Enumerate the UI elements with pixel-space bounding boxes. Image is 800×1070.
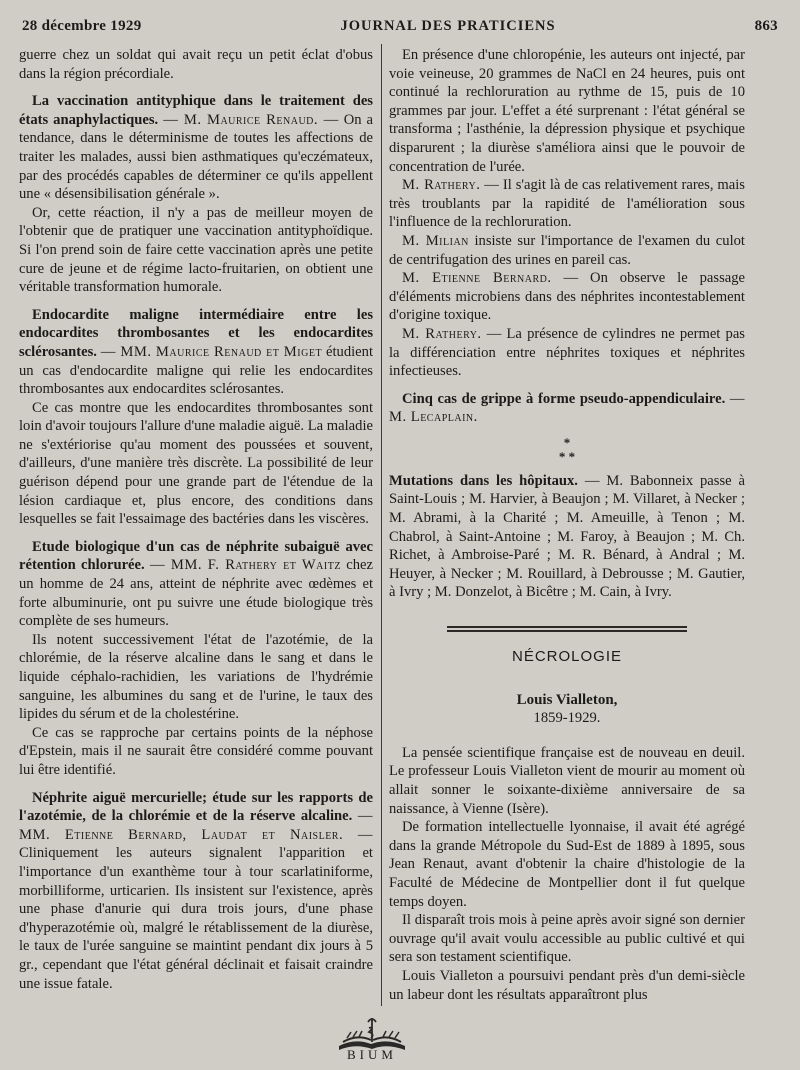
journal-title: JOURNAL DES PRATICIENS — [340, 17, 556, 34]
speaker-text: — La présence de cylindres ne permet pas la différenciation entre néphrites toxiques et néphrites infectieuses. — [389, 325, 745, 380]
discussion-rathery — [389, 176, 745, 232]
asterism-top: * — [563, 434, 571, 450]
article-nephrite-subaigue — [19, 538, 373, 631]
article-text: On a tendance, dans le déterminisme de toutes les affections de traiter les malades, aussi bien asthmatiques qu'eczémateux, par des procédés capables de déterminer ce qu'ils appellent une « désensibilisation générale ». — [19, 111, 374, 203]
speaker-text: — On observe le passage d'éléments microbiens dans des néphrites incontestablement d'origine toxique. — [389, 270, 745, 324]
paragraph: La pensée scientifique française est de nouveau en deuil. Le professeur Louis Vialleton vient de mourir au moment où allait sonner le soixante-dixième anniversaire de sa naissance, à Vienne (Isère). — [389, 744, 745, 817]
speaker-text: insiste sur l'importance de l'examen du culot de centrifugation des urines en pareil cas. — [389, 232, 745, 268]
article-mutations — [389, 472, 745, 602]
article-author: — MM. Maurice Renaud et Miget — [100, 343, 323, 360]
left-column — [19, 46, 373, 993]
article-title: Endocardite maligne intermédiaire entre les endocardites thrombosantes et les endocardites sclérosantes. — [19, 306, 373, 360]
article-text: Cliniquement les auteurs signalent l'apparition et l'importance d'un exanthème tour à tour scarlatiniforme, morbilliforme, urticarien. Ils insistent sur l'existence, après une phase d'anurie qui dura trois jours, d'une phase d'hyperazotémie où, malgré le rétablissement de la diurèse, le taux de l'urée sanguine se maintint pendant dix jours à 5 gr., cependant que l'état général déclinait et faisait craindre une issue fatale. — [19, 845, 373, 992]
article-vaccination — [19, 92, 373, 204]
necrology-heading: NÉCROLOGIE — [511, 648, 623, 666]
article-title: Etude biologique d'un cas de néphrite subaiguë avec rétention chlorurée. — [19, 538, 373, 574]
obituary-name: Louis Vialleton, — [516, 691, 618, 708]
column-divider — [381, 44, 382, 1006]
article-endocardite — [19, 306, 373, 399]
article-title: La vaccination antityphique dans le traitement des états anaphylactiques. — [19, 93, 373, 128]
article-title: Néphrite aiguë mercurielle; étude sur les rapports de l'azotémie, de la chlorémie et de la réserve alcaline. — [19, 789, 373, 825]
asterism — [389, 436, 745, 464]
speaker: M. Etienne Bernard. — [402, 270, 552, 287]
article-author: — M. Lecaplain. — [389, 390, 745, 426]
discussion-rathery-2 — [389, 325, 745, 381]
issue-date: 28 décembre 1929 — [22, 17, 142, 34]
paragraph: Il disparaît trois mois à peine après avoir signé son dernier ouvrage qu'il avait voulu accessible au public cultivé et qui sera son testament scientifique. — [389, 912, 745, 966]
paragraph: Or, cette réaction, il n'y a pas de meilleur moyen de l'obtenir que de pratiquer une vaccination antityphoïdique. Si l'on prend soin de faire cette vaccination après une petite cure de jeune et de régime lacto-fruitarien, on obtient une véritable transformation humorale. — [19, 204, 373, 296]
speaker-text: — Il s'agit là de cas relativement rares, mais très troublants par la rapidité de l'amélioration sous l'influence de la rechloruration. — [389, 177, 745, 231]
paragraph: De formation intellectuelle lyonnaise, il avait été agrégé dans la grande Métropole du Sud-Est de 1889 à 1895, sous Jean Renaut, avant d'obtenir la chaire d'histologie de la Faculté de Médecine de Montpellier dont il fut quelque temps doyen. — [389, 819, 745, 910]
paragraph: Ce cas se rapproche par certains points de la néphose d'Epstein, mais il ne saurait être considéré comme pouvant lui être identifié. — [19, 724, 373, 778]
article-author: — MM. F. Rathery et Waitz — [149, 557, 341, 574]
article-author: — MM. Etienne Bernard, Laudat et Naisler. — — [19, 808, 373, 843]
paragraph: Ils notent successivement l'état de l'azotémie, de la chlorémie, de la réserve alcaline dans le sang et dans le liquide céphalo-rachidien, les variations de l'hydrémie sanguine, les albumines du sang et de l'urine, le taux des lipides du sérum et de la cholestérine. — [19, 631, 373, 723]
article-grippe — [389, 390, 745, 427]
page-number: 863 — [754, 17, 778, 34]
right-column — [389, 46, 745, 1004]
continued-paragraph: guerre chez un soldat qui avait reçu un petit éclat d'obus dans la région précordiale. — [19, 47, 373, 82]
article-text: chez un homme de 24 ans, atteint de néphrite avec œdèmes et forte albuminurie, ont pu suivre une étude biologique très complète de ses humeurs. — [19, 557, 373, 630]
article-text: étudient un cas d'endocardite maligne qui relie les endocardites thrombosantes aux endocardites sclérosantes. — [19, 343, 373, 398]
article-title: Cinq cas de grippe à forme pseudo-appendiculaire. — [402, 390, 726, 407]
discussion-bernard — [389, 269, 745, 325]
article-text: — M. Babonneix passe à Saint-Louis ; M. Harvier, à Beaujon ; M. Villaret, à Necker ; M. Abrami, à la Charité ; M. Ameuille, à Tenon ; M. Chabrol, à Saint-Antoine ; M. Faroy, à Beaujon ; M. Ch. Richet, à Ambroise-Paré ; M. R. Bénard, à Andral ; M. Heuyer, à Necker ; M. Rouillard, à Debrousse ; M. Gautier, à Ivry ; M. Donzelot, à Bicêtre ; M. Cain, à Ivry. — [389, 472, 745, 601]
paragraph: En présence d'une chloropénie, les auteurs ont injecté, par voie veineuse, 20 grammes de NaCl en 24 heures, puis ont continué la rechloruration au rythme de 15, puis de 10 grammes par jour. L'effet a été surprenant : l'état général se transforma ; l'asthénie, la dépression physique et psychique disparurent ; la diurèse s'améliora ainsi que le pouvoir de concentration de l'urée. — [389, 47, 745, 175]
paragraph: Ce cas montre que les endocardites thrombosantes sont loin d'avoir toujours l'allure d'une maladie aiguë. La maladie ne s'extériorise qu'au moment des poussées et souvent, d'ailleurs, d'une manière très discrète. La possibilité de leur guérison dépend pour une grande part de l'étendue de la lésion cardiaque et, plus encore, des conditions dans lesquelles se fait l'essaimage des bactéries dans les viscères. — [19, 399, 373, 528]
obituary-years: 1859-1929. — [533, 710, 601, 727]
paragraph: Louis Vialleton a poursuivi pendant près d'un demi-siècle un labeur dont les résultats apparaîtront plus — [389, 967, 745, 1003]
speaker: M. Rathery. — [402, 177, 481, 194]
running-header — [22, 14, 778, 38]
double-rule — [447, 626, 687, 632]
discussion-milian — [389, 232, 745, 269]
asterism-bottom: * * — [558, 448, 576, 464]
logo-text: BIUM — [347, 1047, 397, 1062]
article-author: — M. Maurice Renaud. — — [163, 111, 339, 128]
article-nephrite-mercurielle — [19, 789, 373, 994]
speaker: M. Milian — [402, 232, 469, 249]
speaker: M. Rathery. — [402, 325, 482, 342]
article-title: Mutations dans les hôpitaux. — [389, 472, 578, 489]
